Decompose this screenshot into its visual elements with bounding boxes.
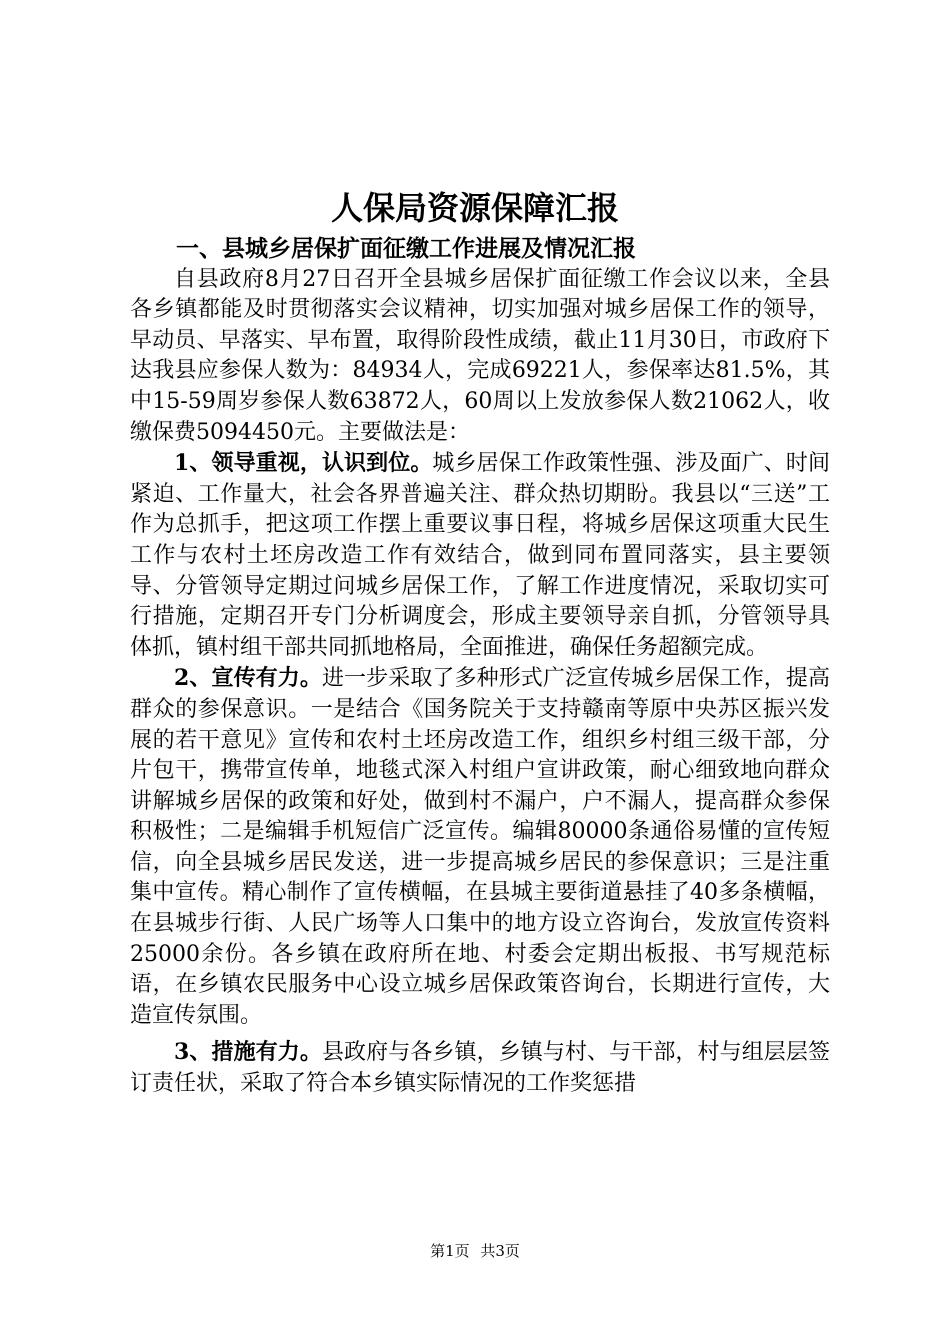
item-3-text: 县政府与各乡镇，乡镇与村、与干部，村与组层层签订责任状，采取了符合本乡镇实际情况的工作奖惩措 xyxy=(130,1040,830,1097)
item-3-paragraph xyxy=(130,1037,830,1099)
item-2-paragraph xyxy=(130,663,830,1031)
document-title: 人保局资源保障汇报 xyxy=(330,189,619,227)
item-2-text: 进一步采取了多种形式广泛宣传城乡居保工作，提高群众的参保意识。一是结合《国务院关于支持赣南等原中央苏区振兴发展的若干意见》宣传和农村土坯房改造工作，组织乡村组三级干部，分片包干，携带宣传单，地毯式深入村组户宣讲政策，耐心细致地向群众讲解城乡居保的政策和好处，做到村不漏户，户不漏人，提高群众参保积极性；二是编辑手机短信广泛宣传。编辑80000条通俗易懂的宣传短信，向全县城乡居民发送，进一步提高城乡居民的参保意识；三是注重集中宣传。精心制作了宣传横幅，在县城主要街道悬挂了40多条横幅，在县城步行街、人民广场等人口集中的地方设立咨询台，发放宣传资料25000余份。各乡镇在政府所在地、村委会定期出板报、书写规范标语，在乡镇农民服务中心设立城乡居保政策咨询台，长期进行宣传，大造宣传氛围。 xyxy=(130,666,830,1028)
page-number: 第1页 xyxy=(430,1242,470,1260)
document-body xyxy=(130,234,830,1100)
item-1-text: 城乡居保工作政策性强、涉及面广、时间紧迫、工作量大，社会各界普遍关注、群众热切期盼。我县以“三送”工作为总抓手，把这项工作摆上重要议事日程，将城乡居保这项重大民生工作与农村土坯房改造工作有效结合，做到同布置同落实，县主要领导、分管领导定期过问城乡居保工作，了解工作进度情况，采取切实可行措施，定期召开专门分析调度会，形成主要领导亲自抓，分管领导具体抓，镇村组干部共同抓地格局，全面推进，确保任务超额完成。 xyxy=(130,451,830,660)
page-footer xyxy=(0,1240,950,1261)
item-3-lead: 3、措施有力。 xyxy=(174,1039,322,1066)
intro-paragraph: 自县政府8月27日召开全县城乡居保扩面征缴工作会议以来，全县各乡镇都能及时贯彻落实会议精神，切实加强对城乡居保工作的领导，早动员、早落实、早布置，取得阶段性成绩，截止11月30日，市政府下达我县应参保人数为：84934人，完成69221人，参保率达81.5%，其中15-59周岁参保人数63872人，60周以上发放参保人数21062人，收缴保费5094450元。主要做法是： xyxy=(130,266,830,445)
item-1-lead: 1、领导重视，认识到位。 xyxy=(174,450,433,477)
section-heading: 一、县城乡居保扩面征缴工作进展及情况汇报 xyxy=(176,235,636,262)
item-2-lead: 2、宣传有力。 xyxy=(174,665,322,692)
item-1-paragraph xyxy=(130,448,830,663)
page-total: 共3页 xyxy=(480,1242,520,1260)
